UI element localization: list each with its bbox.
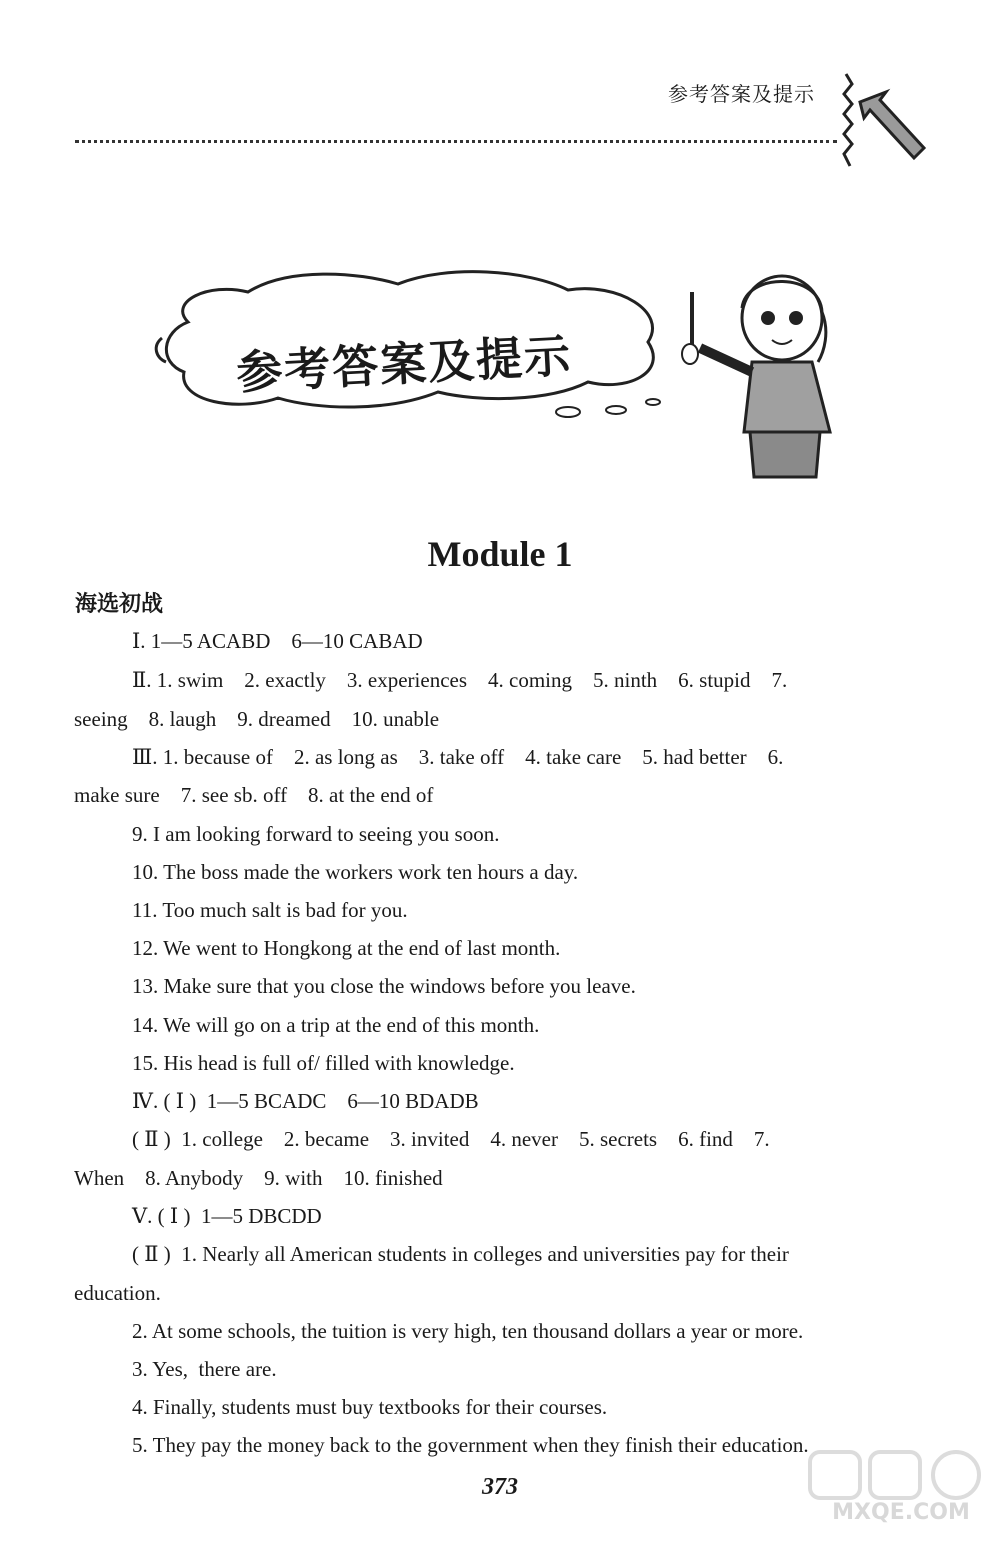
answer-line: make sure 7. see sb. off 8. at the end of bbox=[74, 783, 434, 807]
answer-line: Ⅴ. ( Ⅰ ) 1—5 DBCDD bbox=[132, 1204, 322, 1228]
answer-line: 10. The boss made the workers work ten hours a day. bbox=[132, 860, 579, 884]
section-label: 海选初战 bbox=[75, 592, 164, 617]
answer-line: ( Ⅱ ) 1. college 2. became 3. invited 4. never 5. secrets 6. find 7. bbox=[132, 1127, 770, 1151]
answer-line: Ⅱ. 1. swim 2. exactly 3. experiences 4. coming 5. ninth 6. stupid 7. bbox=[132, 668, 788, 692]
answer-line: education. bbox=[74, 1281, 161, 1305]
answer-line: seeing 8. laugh 9. dreamed 10. unable bbox=[74, 707, 440, 731]
answer-line: 11. Too much salt is bad for you. bbox=[132, 898, 408, 922]
header-dotted-rule bbox=[75, 140, 837, 143]
answer-line: 3. Yes, there are. bbox=[132, 1357, 277, 1381]
banner-title: 参考答案及提示 bbox=[234, 328, 574, 400]
answer-line: 5. They pay the money back to the government when they finish their education. bbox=[132, 1433, 809, 1457]
answer-line: 12. We went to Hongkong at the end of last month. bbox=[132, 936, 561, 960]
answer-line: When 8. Anybody 9. with 10. finished bbox=[74, 1166, 443, 1190]
answer-line: ( Ⅱ ) 1. Nearly all American students in colleges and universities pay for their bbox=[132, 1242, 789, 1266]
watermark-url: MXQE.COM bbox=[832, 1500, 970, 1525]
answer-line: Ⅲ. 1. because of 2. as long as 3. take off 4. take care 5. had better 6. bbox=[132, 745, 784, 769]
answer-line: 14. We will go on a trip at the end of this month. bbox=[132, 1013, 540, 1037]
watermark-logo bbox=[806, 1448, 996, 1504]
answer-line: 15. His head is full of/ filled with knowledge. bbox=[132, 1051, 515, 1075]
module-title: Module 1 bbox=[427, 534, 573, 574]
answer-line: 4. Finally, students must buy textbooks for their courses. bbox=[132, 1395, 608, 1419]
teacher-illustration bbox=[670, 262, 850, 482]
answer-line: 9. I am looking forward to seeing you soon. bbox=[132, 822, 500, 846]
running-header-title: 参考答案及提示 bbox=[668, 82, 815, 106]
answer-line: 2. At some schools, the tuition is very high, ten thousand dollars a year or more. bbox=[132, 1319, 804, 1343]
corner-arrow-icon bbox=[838, 70, 930, 170]
answer-line: 13. Make sure that you close the windows before you leave. bbox=[132, 974, 636, 998]
answer-line: Ⅰ. 1—5 ACABD 6—10 CABAD bbox=[132, 629, 423, 653]
page-number: 373 bbox=[482, 1474, 518, 1500]
answer-line: Ⅳ. ( Ⅰ ) 1—5 BCADC 6—10 BDADB bbox=[132, 1089, 479, 1113]
